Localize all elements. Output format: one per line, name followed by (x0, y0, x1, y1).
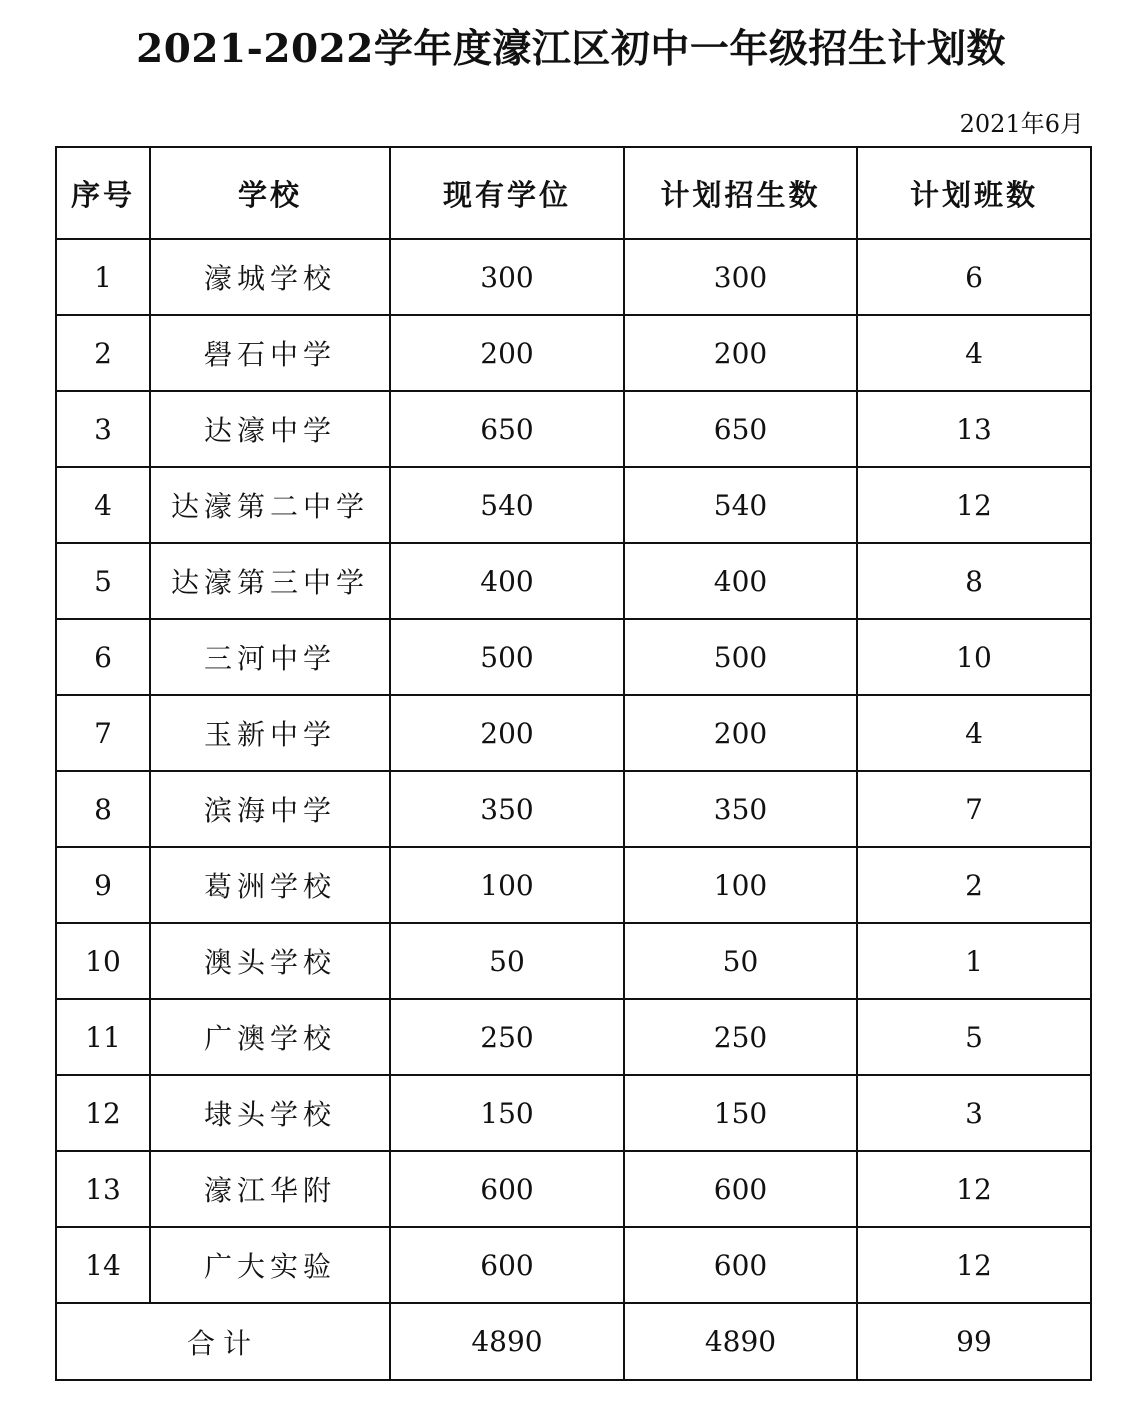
cell-school: 濠江华附 (150, 1151, 390, 1227)
cell-planned-classes: 13 (857, 391, 1091, 467)
cell-school: 广大实验 (150, 1227, 390, 1303)
document-title: 2021-2022学年度濠江区初中一年级招生计划数 (136, 26, 1006, 72)
cell-planned-classes: 6 (857, 239, 1091, 315)
cell-serial-number: 14 (56, 1227, 150, 1303)
header-existing-seats: 现有学位 (390, 147, 624, 239)
total-existing-seats: 4890 (390, 1303, 624, 1380)
cell-existing-seats: 250 (390, 999, 624, 1075)
cell-existing-seats: 300 (390, 239, 624, 315)
cell-planned-enrollment: 300 (624, 239, 857, 315)
table-row (56, 619, 1091, 695)
table-row (56, 239, 1091, 315)
cell-planned-classes: 2 (857, 847, 1091, 923)
cell-planned-classes: 7 (857, 771, 1091, 847)
cell-school: 礐石中学 (150, 315, 390, 391)
cell-existing-seats: 150 (390, 1075, 624, 1151)
total-planned-enrollment: 4890 (624, 1303, 857, 1380)
cell-planned-classes: 3 (857, 1075, 1091, 1151)
cell-serial-number: 10 (56, 923, 150, 999)
cell-planned-enrollment: 500 (624, 619, 857, 695)
cell-planned-enrollment: 400 (624, 543, 857, 619)
table-row (56, 695, 1091, 771)
cell-planned-enrollment: 100 (624, 847, 857, 923)
table-body (56, 239, 1091, 1380)
cell-existing-seats: 600 (390, 1151, 624, 1227)
table-header-row (56, 147, 1091, 239)
cell-school: 三河中学 (150, 619, 390, 695)
header-school: 学校 (150, 147, 390, 239)
cell-planned-enrollment: 350 (624, 771, 857, 847)
enrollment-plan-table (55, 146, 1092, 1381)
cell-planned-enrollment: 540 (624, 467, 857, 543)
cell-serial-number: 6 (56, 619, 150, 695)
cell-school: 达濠中学 (150, 391, 390, 467)
cell-planned-enrollment: 200 (624, 315, 857, 391)
cell-school: 达濠第二中学 (150, 467, 390, 543)
cell-existing-seats: 200 (390, 695, 624, 771)
cell-school: 玉新中学 (150, 695, 390, 771)
table-total-row (56, 1303, 1091, 1380)
cell-existing-seats: 50 (390, 923, 624, 999)
cell-school: 滨海中学 (150, 771, 390, 847)
cell-school: 濠城学校 (150, 239, 390, 315)
cell-planned-enrollment: 150 (624, 1075, 857, 1151)
cell-existing-seats: 100 (390, 847, 624, 923)
total-label: 合计 (56, 1303, 390, 1380)
cell-planned-classes: 8 (857, 543, 1091, 619)
cell-serial-number: 8 (56, 771, 150, 847)
table-row (56, 391, 1091, 467)
table-row (56, 1151, 1091, 1227)
cell-school: 广澳学校 (150, 999, 390, 1075)
cell-planned-enrollment: 600 (624, 1227, 857, 1303)
cell-existing-seats: 650 (390, 391, 624, 467)
cell-planned-classes: 10 (857, 619, 1091, 695)
cell-planned-enrollment: 600 (624, 1151, 857, 1227)
cell-existing-seats: 500 (390, 619, 624, 695)
cell-school: 澳头学校 (150, 923, 390, 999)
cell-planned-classes: 12 (857, 1227, 1091, 1303)
cell-existing-seats: 540 (390, 467, 624, 543)
cell-serial-number: 4 (56, 467, 150, 543)
cell-serial-number: 1 (56, 239, 150, 315)
table-row (56, 847, 1091, 923)
cell-school: 埭头学校 (150, 1075, 390, 1151)
cell-school: 达濠第三中学 (150, 543, 390, 619)
cell-planned-classes: 4 (857, 695, 1091, 771)
total-planned-classes: 99 (857, 1303, 1091, 1380)
cell-serial-number: 9 (56, 847, 150, 923)
cell-planned-enrollment: 200 (624, 695, 857, 771)
header-planned-classes: 计划班数 (857, 147, 1091, 239)
cell-planned-classes: 4 (857, 315, 1091, 391)
cell-serial-number: 11 (56, 999, 150, 1075)
cell-planned-enrollment: 650 (624, 391, 857, 467)
cell-existing-seats: 200 (390, 315, 624, 391)
cell-existing-seats: 400 (390, 543, 624, 619)
cell-planned-classes: 12 (857, 467, 1091, 543)
cell-school: 葛洲学校 (150, 847, 390, 923)
table-row (56, 771, 1091, 847)
table-row (56, 315, 1091, 391)
header-serial-number: 序号 (56, 147, 150, 239)
cell-planned-classes: 5 (857, 999, 1091, 1075)
table-row (56, 543, 1091, 619)
cell-planned-classes: 1 (857, 923, 1091, 999)
table-row (56, 923, 1091, 999)
cell-planned-enrollment: 250 (624, 999, 857, 1075)
table-row (56, 467, 1091, 543)
header-planned-enrollment: 计划招生数 (624, 147, 857, 239)
document-date: 2021年6月 (959, 110, 1084, 138)
cell-existing-seats: 600 (390, 1227, 624, 1303)
cell-serial-number: 2 (56, 315, 150, 391)
table-row (56, 1227, 1091, 1303)
cell-serial-number: 13 (56, 1151, 150, 1227)
cell-planned-classes: 12 (857, 1151, 1091, 1227)
cell-serial-number: 5 (56, 543, 150, 619)
cell-serial-number: 3 (56, 391, 150, 467)
table-row (56, 999, 1091, 1075)
table-row (56, 1075, 1091, 1151)
cell-existing-seats: 350 (390, 771, 624, 847)
cell-serial-number: 7 (56, 695, 150, 771)
cell-serial-number: 12 (56, 1075, 150, 1151)
cell-planned-enrollment: 50 (624, 923, 857, 999)
